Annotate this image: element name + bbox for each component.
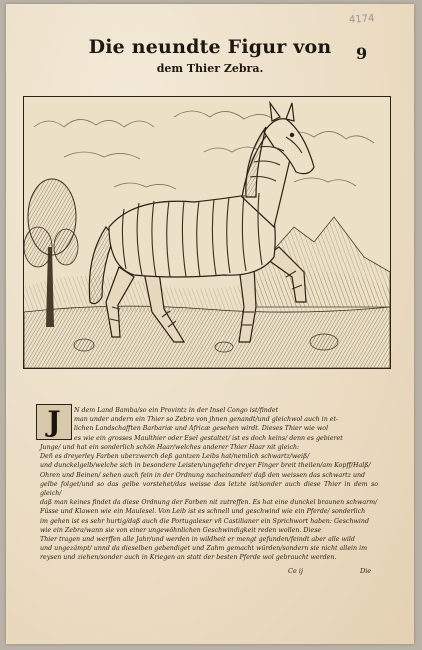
text-line: und dunckelgelb/welche sich in besondere Leisten/ungefehr dreyer Finger breit theilen/am Kopff/Halß/ (40, 462, 371, 470)
text-line: Füsse und Klawen wie ein Maulesel. Von Leib ist es schnell und geschwind wie ein Pferde/ sonderlich (40, 508, 366, 516)
paragraph-top (74, 406, 378, 443)
pencil-annotation: 4174 (348, 13, 375, 26)
text-line: Ohren und Beinen/ sehen auch fein in der Ordnung nacheinander/ daß den weissen das schwartz und (40, 471, 366, 479)
catchword: Die (360, 567, 372, 575)
zebra-engraving-illustration (24, 97, 390, 368)
paper-sheet (6, 4, 414, 644)
text-line: Deñ es dreyerley Farben uberzwerch deß gantzen Leibs hat/nemlich schwartz/weiß/ (40, 453, 310, 461)
text-line: im gehen ist es sehr hurtig/daß auch die Portugaleser vñ Castilianer ein Sprichwort haben: Geschwind (40, 517, 369, 525)
text-line: N dem Land Bamba/so ein Provintz in der Insel Congo ist/findet (74, 407, 279, 414)
cloud-lines (34, 111, 374, 189)
text-line: Thier tragen und werffen alle Jahr/und werden in wildheit er mengt gefunden/feindt aber alle wild (40, 536, 355, 544)
text-line: wie ein Zebra/wann sie von einer ungewöhnlichen Geschwindigkeit reden wollen. Diese (40, 526, 322, 534)
hills (24, 272, 390, 312)
paragraph-body (40, 443, 378, 563)
signature-mark: Ce ij (288, 567, 303, 575)
page-subtitle: dem Thier Zebra. (156, 62, 264, 75)
text-line: gelbe folget/und so das gelbe vorstehet/das weisse das letzte ist/sonder auch diese Thier in dem so gleich/ (40, 480, 378, 498)
text-line: reysen und ziehen/sonder auch in Kriegen an statt der besten Pferde wol gebraucht werden. (40, 554, 337, 562)
text-line: Junge/ und hat ein sonderlich schön Haar/welches anderer Thier Haar nit gleich: (40, 444, 300, 451)
page-number: 9 (356, 44, 368, 63)
page-title: Die neundte Figur von (88, 36, 332, 58)
text-line: man under andern ein Thier so Zebra von jhnen genandt/und gleichwol auch in et- (74, 416, 339, 424)
text-line: und ungezämpt/ unnd da dieselben gebendiget und Zahm gemacht würden/sondern sie nicht allein im (40, 545, 368, 553)
text-line: es wie ein grosses Maulthier oder Esel gestaltet/ ist es doch keins/ denn es gebieret (74, 434, 343, 442)
drop-cap-initial: J (36, 404, 72, 440)
text-line: lichen Landschafften Barbariæ und Africæ gesehen wirdt. Dieses Thier wie wol (74, 425, 329, 433)
zebra-engraving (23, 96, 391, 369)
text-line: daß man keines findet da diese Ordnung der Farben nit zutreffen. Es hat eine dunckel braunen schwarm/ (40, 499, 378, 507)
